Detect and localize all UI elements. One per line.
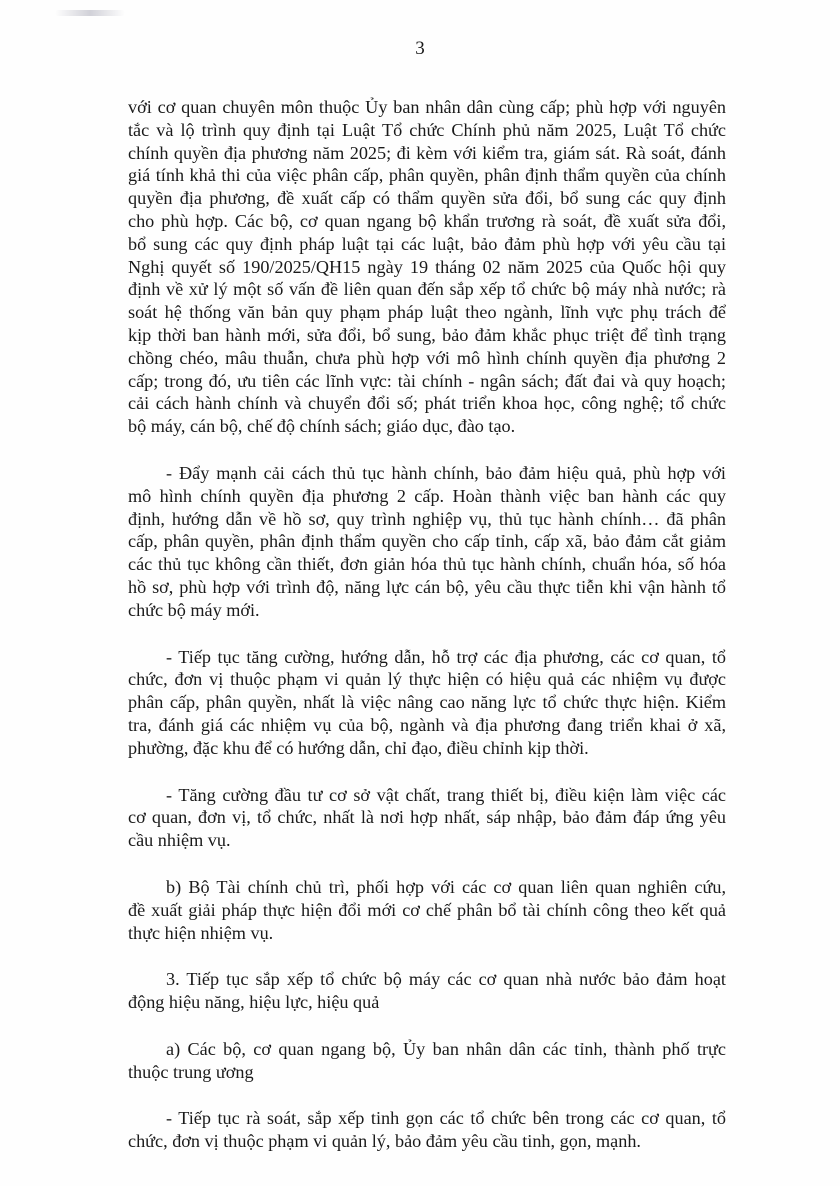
- text-line: 3. Tiếp tục sắp xếp tổ chức bộ máy các cơ quan nhà nước bảo đảm hoạt: [166, 969, 726, 990]
- text-line: thực hiện nhiệm vụ.: [128, 922, 274, 943]
- text-line: soát hệ thống văn bản quy phạm pháp luật theo ngành, lĩnh vực phụ trách để: [128, 302, 726, 323]
- text-line: tra, đánh giá các nhiệm vụ của bộ, ngành và địa phương đang triển khai ở xã,: [128, 714, 726, 735]
- text-line: - Tiếp tục tăng cường, hướng dẫn, hỗ trợ các địa phương, các cơ quan, tổ: [166, 646, 726, 667]
- text-line: Nghị quyết số 190/2025/QH15 ngày 19 tháng 02 năm 2025 của Quốc hội quy: [128, 256, 726, 277]
- text-line: b) Bộ Tài chính chủ trì, phối hợp với các cơ quan liên quan nghiên cứu,: [166, 876, 726, 897]
- text-line: bộ máy, cán bộ, chế độ chính sách; giáo dục, đào tạo.: [128, 416, 516, 437]
- text-line: a) Các bộ, cơ quan ngang bộ, Ủy ban nhân dân các tỉnh, thành phố trực: [166, 1038, 726, 1059]
- scan-artifact: [55, 10, 125, 16]
- paragraph: [128, 1107, 726, 1153]
- text-line: chức, đơn vị thuộc phạm vi quản lý thực hiện có hiệu quả các nhiệm vụ được: [128, 669, 726, 690]
- text-line: cơ quan, đơn vị, tổ chức, nhất là nơi hợp nhất, sáp nhập, bảo đảm đáp ứng yêu: [128, 807, 726, 828]
- text-line: đề xuất giải pháp thực hiện đổi mới cơ chế phân bổ tài chính công theo kết quả: [128, 899, 726, 920]
- paragraph: [128, 646, 726, 760]
- paragraph: [128, 876, 726, 944]
- text-line: hồ sơ, phù hợp với trình độ, năng lực cán bộ, yêu cầu thực tiễn khi vận hành tổ: [128, 576, 726, 597]
- text-line: - Đẩy mạnh cải cách thủ tục hành chính, bảo đảm hiệu quả, phù hợp với: [166, 462, 726, 483]
- text-line: - Tăng cường đầu tư cơ sở vật chất, trang thiết bị, điều kiện làm việc các: [166, 784, 726, 805]
- text-line: chính quyền địa phương năm 2025; đi kèm với kiểm tra, giám sát. Rà soát, đánh: [128, 142, 726, 163]
- document-body: [128, 96, 726, 1177]
- text-line: phường, đặc khu để có hướng dẫn, chỉ đạo, điều chỉnh kịp thời.: [128, 737, 589, 758]
- text-line: chức, đơn vị thuộc phạm vi quản lý, bảo đảm yêu cầu tinh, gọn, mạnh.: [128, 1131, 641, 1152]
- text-line: tắc và lộ trình quy định tại Luật Tổ chức Chính phủ năm 2025, Luật Tổ chức: [128, 119, 726, 140]
- text-line: định về xử lý một số vấn đề liên quan đến sắp xếp tổ chức bộ máy nhà nước; rà: [128, 279, 726, 300]
- text-line: định, hướng dẫn về hồ sơ, quy trình nghiệp vụ, thủ tục hành chính… đã phân: [128, 508, 726, 529]
- text-line: với cơ quan chuyên môn thuộc Ủy ban nhân dân cùng cấp; phù hợp với nguyên: [128, 97, 726, 117]
- text-line: cầu nhiệm vụ.: [128, 830, 231, 851]
- paragraph: [128, 462, 726, 622]
- text-line: cho phù hợp. Các bộ, cơ quan ngang bộ khẩn trương rà soát, đề xuất sửa đổi,: [128, 210, 726, 231]
- text-line: động hiệu năng, hiệu lực, hiệu quả: [128, 992, 380, 1013]
- text-line: chức bộ máy mới.: [128, 599, 260, 620]
- text-line: chồng chéo, mâu thuẫn, chưa phù hợp với mô hình chính quyền địa phương 2: [128, 347, 726, 368]
- paragraph: [128, 968, 726, 1014]
- text-line: giá tính khả thi của việc phân cấp, phân quyền, phân định thẩm quyền của chính: [128, 165, 726, 186]
- text-line: kịp thời ban hành mới, sửa đổi, bổ sung, bảo đảm khắc phục triệt để tình trạng: [128, 324, 726, 345]
- text-line: quyền địa phương, đề xuất cấp có thẩm quyền sửa đổi, bổ sung các quy định: [128, 188, 726, 209]
- text-line: mô hình chính quyền địa phương 2 cấp. Hoàn thành việc ban hành các quy: [128, 485, 726, 506]
- text-line: cấp, phân quyền, phân định thẩm quyền cho cấp tỉnh, cấp xã, bảo đảm cắt giảm: [128, 531, 726, 552]
- text-line: các thủ tục không cần thiết, đơn giản hóa thủ tục hành chính, chuẩn hóa, số hóa: [128, 554, 726, 575]
- text-line: phân cấp, phân quyền, nhất là việc nâng cao năng lực tổ chức thực hiện. Kiểm: [128, 692, 726, 713]
- text-line: thuộc trung ương: [128, 1061, 254, 1082]
- paragraph: [128, 784, 726, 852]
- text-line: bổ sung các quy định pháp luật tại các luật, bảo đảm phù hợp với yêu cầu tại: [128, 233, 726, 254]
- text-line: - Tiếp tục rà soát, sắp xếp tinh gọn các tổ chức bên trong các cơ quan, tổ: [166, 1108, 726, 1129]
- text-line: cấp; trong đó, ưu tiên các lĩnh vực: tài chính - ngân sách; đất đai và quy hoạch;: [128, 370, 726, 391]
- page-number: 3: [415, 38, 425, 59]
- paragraph: [128, 96, 726, 438]
- paragraph: [128, 1038, 726, 1084]
- text-line: cải cách hành chính và chuyển đổi số; phát triển khoa học, công nghệ; tổ chức: [128, 393, 726, 414]
